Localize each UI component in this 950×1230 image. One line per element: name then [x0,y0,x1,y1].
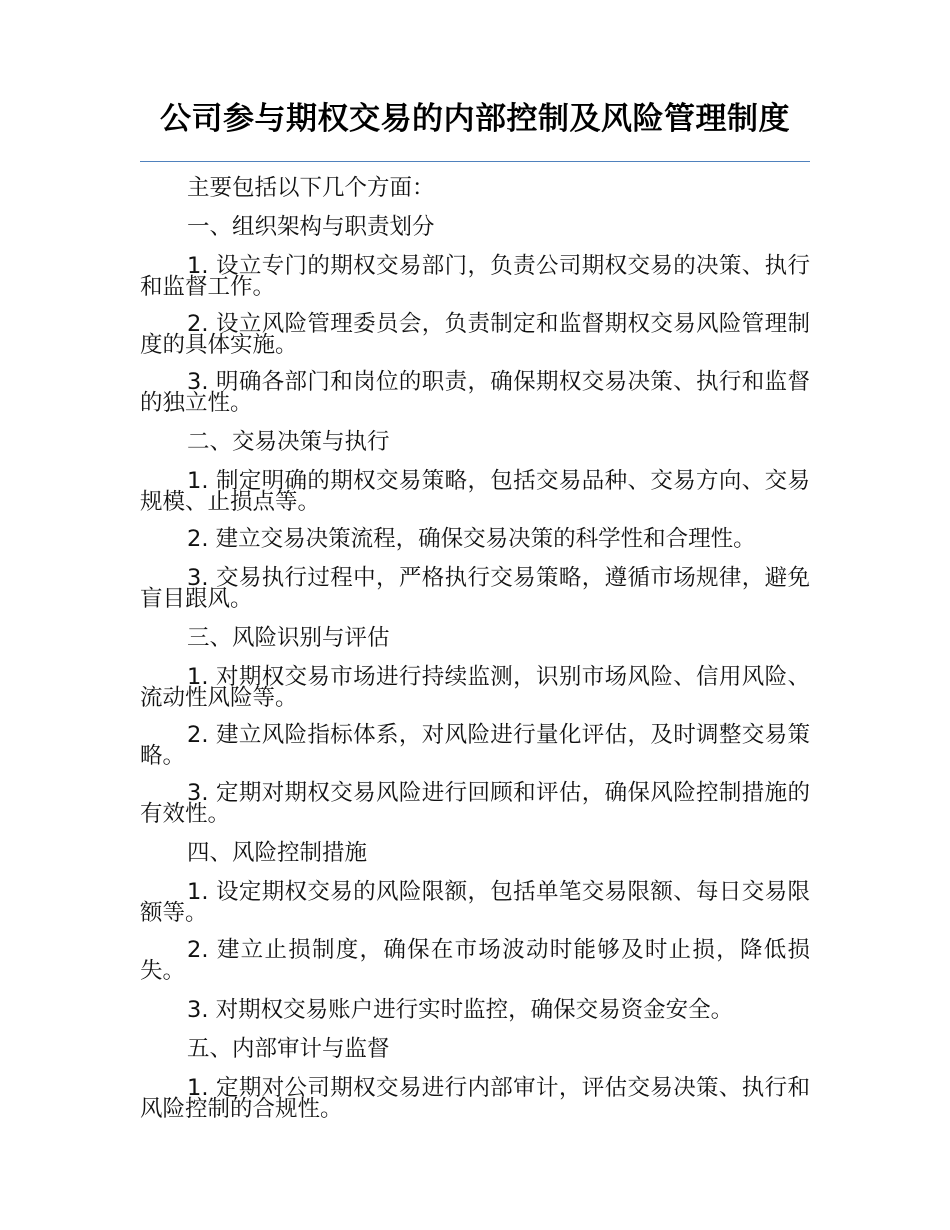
list-item: 2. 建立交易决策流程，确保交易决策的科学性和合理性。 [187,526,756,552]
list-item: 3. 对期权交易账户进行实时监控，确保交易资金安全。 [187,997,734,1023]
section-heading: 五、内部审计与监督 [187,1036,390,1062]
list-item: 2. 建立止损制度，确保在市场波动时能够及时止损，降低损失。 [140,937,810,984]
title-block [140,101,810,137]
list-item: 1. 定期对公司期权交易进行内部审计，评估交易决策、执行和风险控制的合规性。 [140,1075,810,1122]
intro-line: 主要包括以下几个方面： [187,175,435,201]
list-item: 1. 设立专门的期权交易部门，负责公司期权交易的决策、执行和监督工作。 [140,253,810,300]
section-heading: 二、交易决策与执行 [187,429,390,455]
section-heading: 四、风险控制措施 [187,840,368,866]
list-item: 1. 对期权交易市场进行持续监测，识别市场风险、信用风险、流动性风险等。 [140,664,810,711]
list-item: 2. 设立风险管理委员会，负责制定和监督期权交易风险管理制度的具体实施。 [140,311,810,358]
section-heading: 一、组织架构与职责划分 [187,214,435,240]
list-item: 3. 定期对期权交易风险进行回顾和评估，确保风险控制措施的有效性。 [140,780,810,827]
section-heading: 三、风险识别与评估 [187,625,390,651]
list-item: 3. 交易执行过程中，严格执行交易策略，遵循市场规律，避免盲目跟风。 [140,565,810,612]
list-item: 3. 明确各部门和岗位的职责，确保期权交易决策、执行和监督的独立性。 [140,369,810,416]
list-item: 2. 建立风险指标体系，对风险进行量化评估，及时调整交易策略。 [140,722,810,769]
document-title: 公司参与期权交易的内部控制及风险管理制度 [160,101,790,137]
list-item: 1. 设定期权交易的风险限额，包括单笔交易限额、每日交易限额等。 [140,879,810,926]
document-body [140,175,810,1122]
title-underline [140,161,810,162]
list-item: 1. 制定明确的期权交易策略，包括交易品种、交易方向、交易规模、止损点等。 [140,468,810,515]
